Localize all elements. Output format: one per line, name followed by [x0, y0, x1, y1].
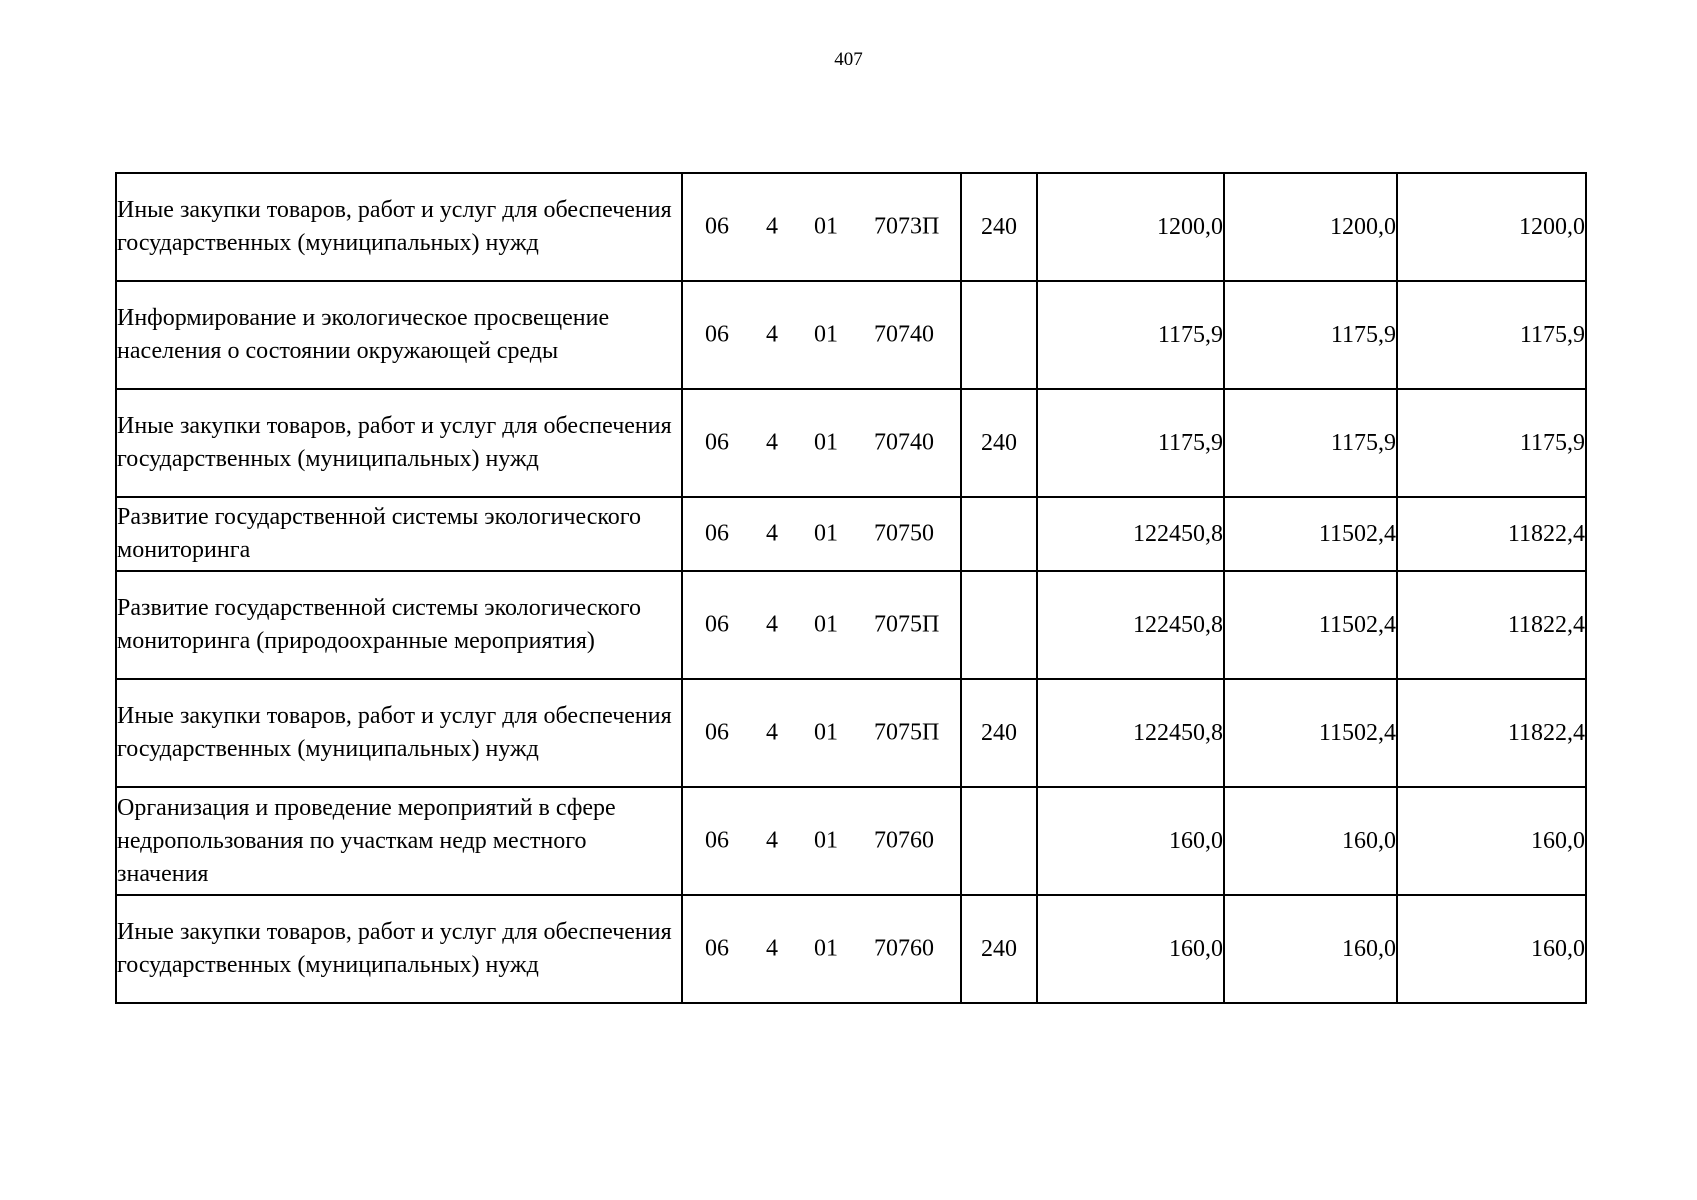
section-code: 06 [705, 719, 729, 746]
target-article-code-cell [682, 389, 961, 497]
sum-year3-cell: 1175,9 [1397, 389, 1586, 497]
sum-year3-cell: 160,0 [1397, 895, 1586, 1003]
section-code: 06 [705, 520, 729, 547]
section-code: 06 [705, 611, 729, 638]
table-row [116, 281, 1586, 389]
table-row [116, 173, 1586, 281]
row-name-cell: Иные закупки товаров, работ и услуг для обеспечения государственных (муниципальных) нужд [116, 173, 682, 281]
target-article-code-cell [682, 895, 961, 1003]
expense-type-cell [961, 497, 1037, 571]
program-code: 4 [766, 520, 778, 547]
subprogram-code: 01 [814, 429, 838, 456]
program-code: 4 [766, 213, 778, 240]
target-article-code-cell [682, 281, 961, 389]
direction-code: 70740 [874, 429, 934, 456]
direction-code: 7075П [874, 611, 940, 638]
sum-year1-cell: 122450,8 [1037, 571, 1224, 679]
expense-type-cell: 240 [961, 679, 1037, 787]
row-name-cell: Информирование и экологическое просвещение населения о состоянии окружающей среды [116, 281, 682, 389]
expense-type-cell [961, 787, 1037, 895]
subprogram-code: 01 [814, 520, 838, 547]
expense-type-cell [961, 281, 1037, 389]
sum-year1-cell: 1175,9 [1037, 281, 1224, 389]
row-name-cell: Иные закупки товаров, работ и услуг для обеспечения государственных (муниципальных) нужд [116, 389, 682, 497]
sum-year2-cell: 160,0 [1224, 787, 1397, 895]
target-article-code-cell [682, 571, 961, 679]
section-code: 06 [705, 429, 729, 456]
direction-code: 7075П [874, 719, 940, 746]
subprogram-code: 01 [814, 935, 838, 962]
sum-year3-cell: 11822,4 [1397, 679, 1586, 787]
direction-code: 70750 [874, 520, 934, 547]
program-code: 4 [766, 719, 778, 746]
sum-year3-cell: 1200,0 [1397, 173, 1586, 281]
section-code: 06 [705, 935, 729, 962]
row-name-cell: Организация и проведение мероприятий в сфере недропользования по участкам недр местного значения [116, 787, 682, 895]
sum-year2-cell: 1175,9 [1224, 389, 1397, 497]
sum-year1-cell: 160,0 [1037, 895, 1224, 1003]
table-row [116, 389, 1586, 497]
sum-year1-cell: 160,0 [1037, 787, 1224, 895]
sum-year1-cell: 1200,0 [1037, 173, 1224, 281]
target-article-code-cell [682, 787, 961, 895]
section-code: 06 [705, 827, 729, 854]
direction-code: 70760 [874, 935, 934, 962]
row-name-cell: Развитие государственной системы экологического мониторинга (природоохранные мероприятия) [116, 571, 682, 679]
direction-code: 70760 [874, 827, 934, 854]
sum-year2-cell: 11502,4 [1224, 497, 1397, 571]
subprogram-code: 01 [814, 827, 838, 854]
section-code: 06 [705, 321, 729, 348]
target-article-code-cell [682, 679, 961, 787]
sum-year2-cell: 11502,4 [1224, 679, 1397, 787]
program-code: 4 [766, 429, 778, 456]
row-name-cell: Развитие государственной системы экологического мониторинга [116, 497, 682, 571]
section-code: 06 [705, 213, 729, 240]
sum-year3-cell: 11822,4 [1397, 497, 1586, 571]
sum-year3-cell: 160,0 [1397, 787, 1586, 895]
sum-year2-cell: 11502,4 [1224, 571, 1397, 679]
table-row [116, 497, 1586, 571]
page-number: 407 [834, 49, 863, 70]
target-article-code-cell [682, 173, 961, 281]
sum-year1-cell: 122450,8 [1037, 497, 1224, 571]
direction-code: 70740 [874, 321, 934, 348]
expense-type-cell: 240 [961, 389, 1037, 497]
sum-year1-cell: 122450,8 [1037, 679, 1224, 787]
table-row [116, 679, 1586, 787]
sum-year3-cell: 11822,4 [1397, 571, 1586, 679]
sum-year2-cell: 1200,0 [1224, 173, 1397, 281]
budget-table [115, 172, 1587, 1004]
target-article-code-cell [682, 497, 961, 571]
sum-year3-cell: 1175,9 [1397, 281, 1586, 389]
expense-type-cell: 240 [961, 895, 1037, 1003]
subprogram-code: 01 [814, 213, 838, 240]
row-name-cell: Иные закупки товаров, работ и услуг для обеспечения государственных (муниципальных) нужд [116, 895, 682, 1003]
program-code: 4 [766, 321, 778, 348]
expense-type-cell [961, 571, 1037, 679]
subprogram-code: 01 [814, 321, 838, 348]
subprogram-code: 01 [814, 719, 838, 746]
table-row [116, 787, 1586, 895]
sum-year1-cell: 1175,9 [1037, 389, 1224, 497]
table-row [116, 895, 1586, 1003]
direction-code: 7073П [874, 213, 940, 240]
subprogram-code: 01 [814, 611, 838, 638]
sum-year2-cell: 160,0 [1224, 895, 1397, 1003]
program-code: 4 [766, 935, 778, 962]
row-name-cell: Иные закупки товаров, работ и услуг для обеспечения государственных (муниципальных) нужд [116, 679, 682, 787]
program-code: 4 [766, 611, 778, 638]
sum-year2-cell: 1175,9 [1224, 281, 1397, 389]
table-row [116, 571, 1586, 679]
expense-type-cell: 240 [961, 173, 1037, 281]
program-code: 4 [766, 827, 778, 854]
